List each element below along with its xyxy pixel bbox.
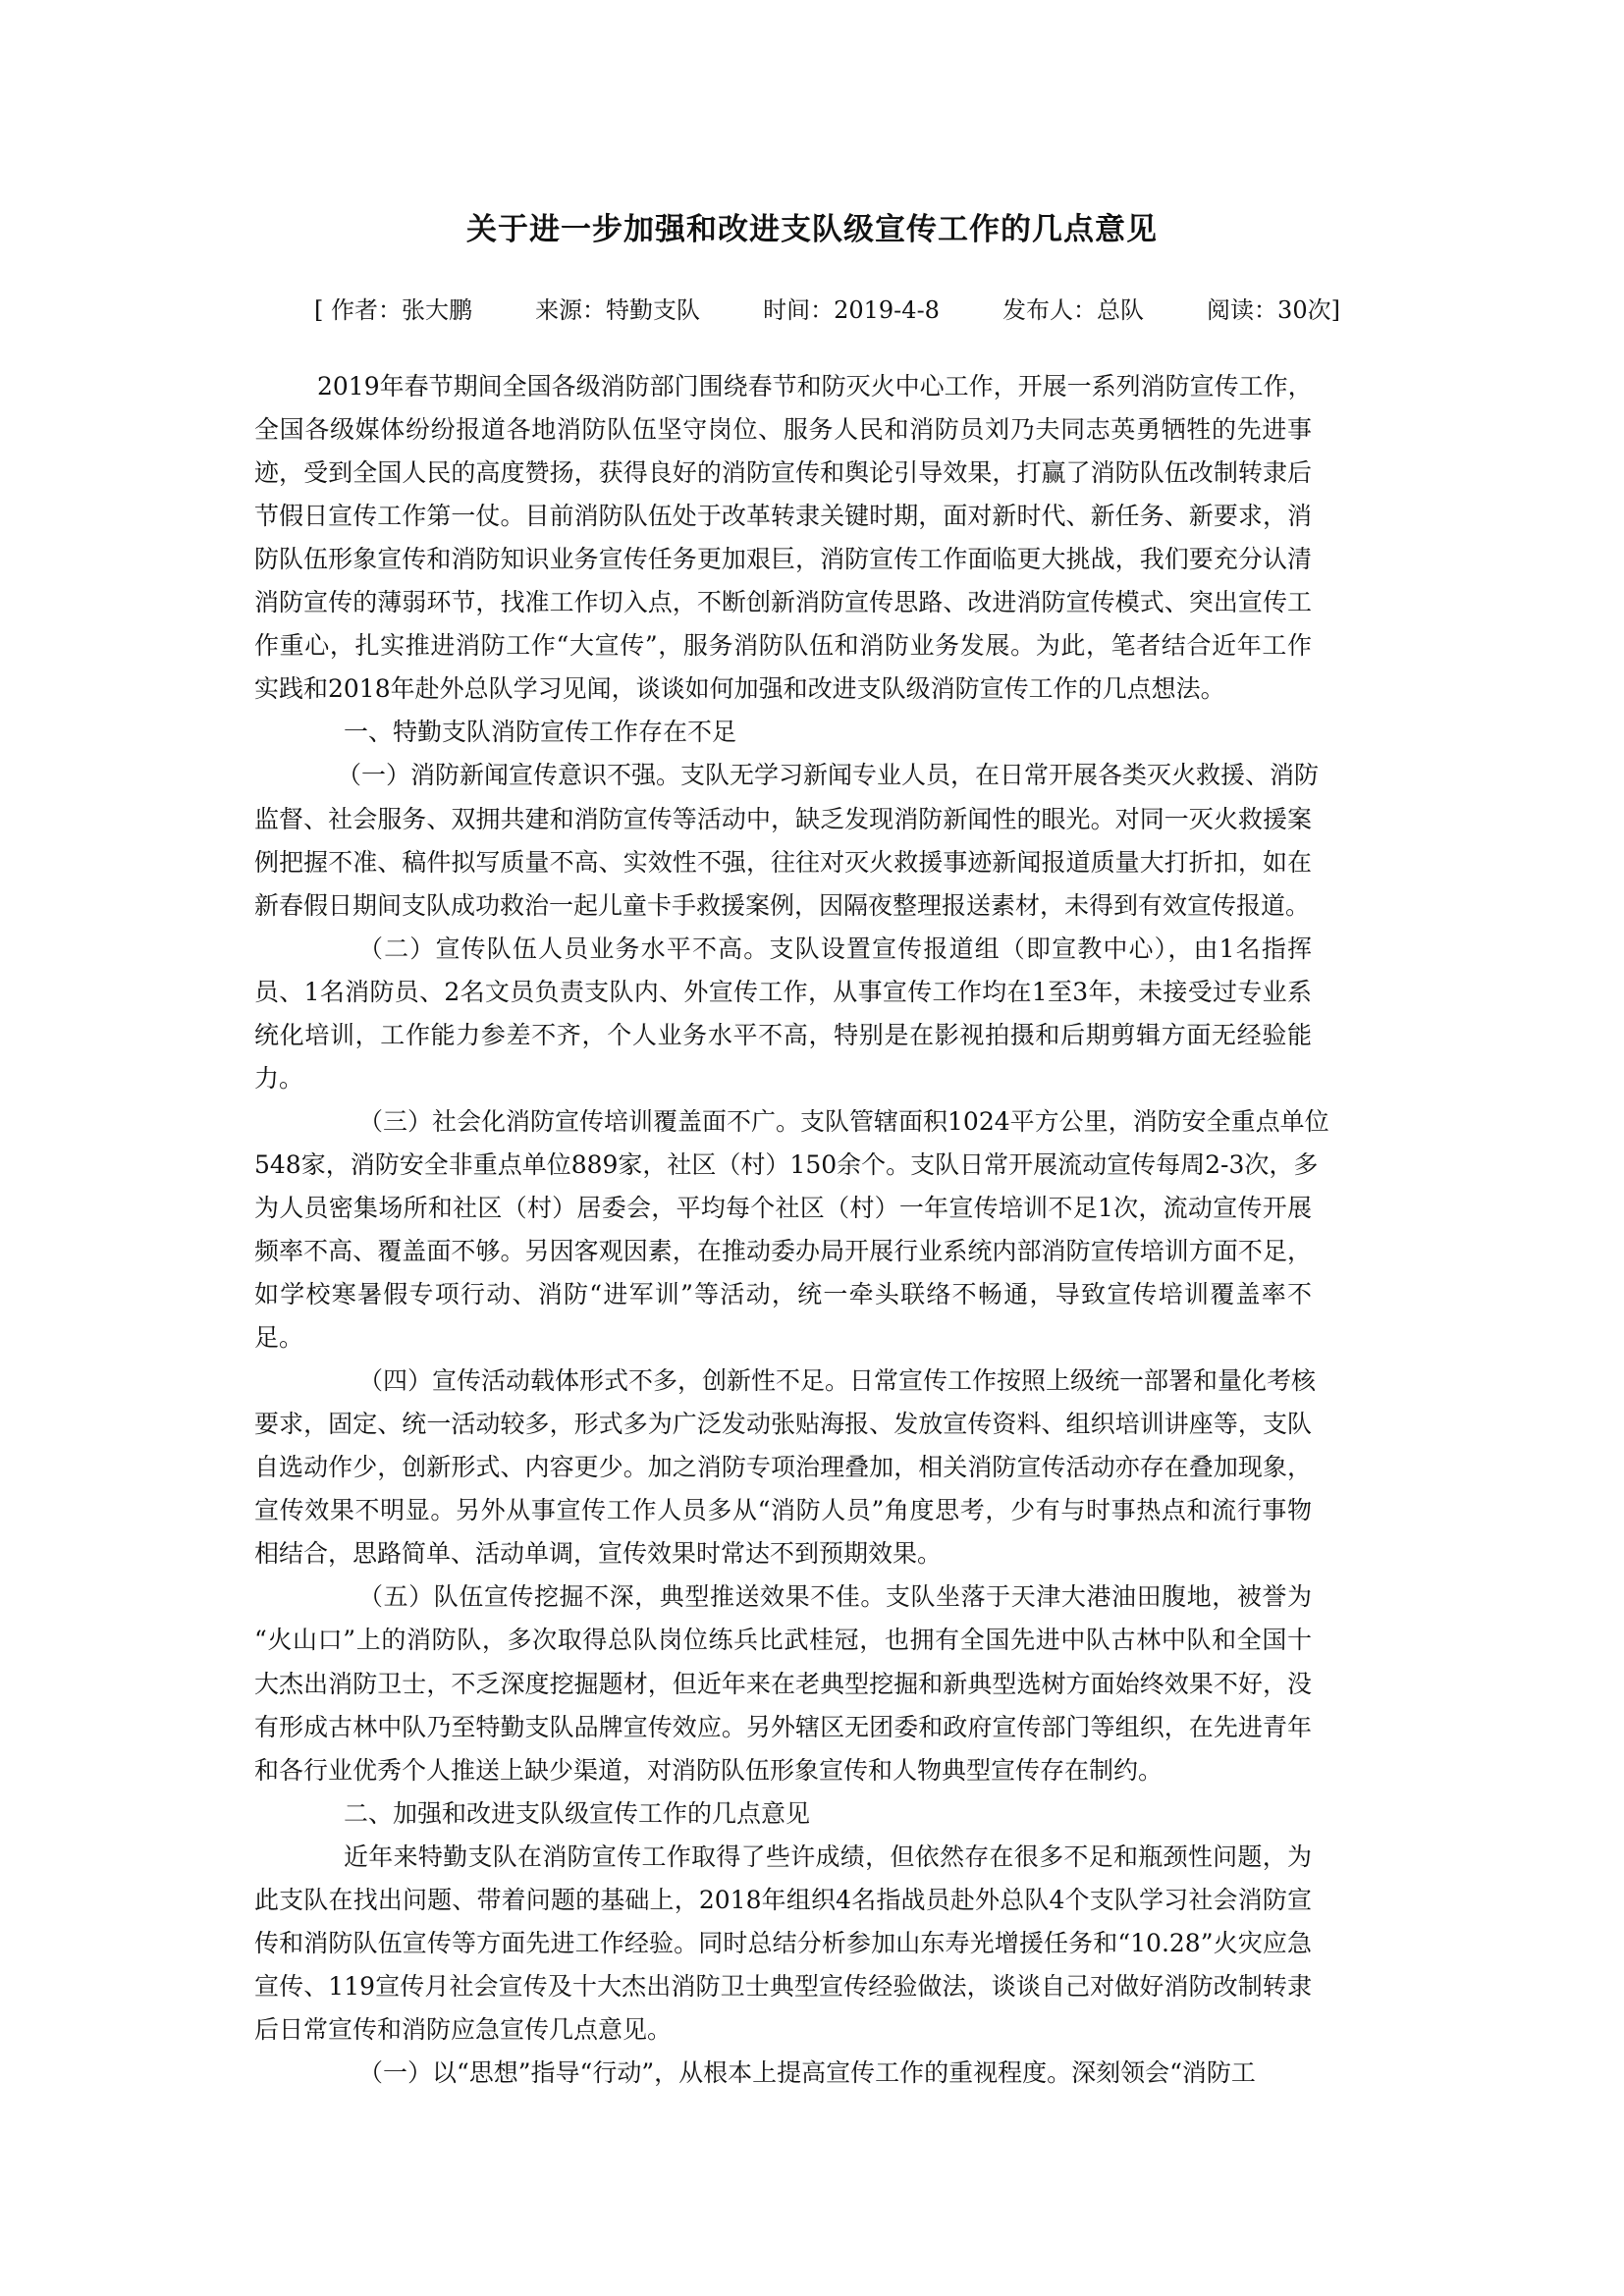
paragraph-line: 如学校寒暑假专项行动、消防“进军训”等活动，统一牵头联络不畅通，导致宣传培训覆盖率不 <box>254 1280 1312 1309</box>
paragraph-line: 要求，固定、统一活动较多，形式多为广泛发动张贴海报、发放宣传资料、组织培训讲座等，支队 <box>254 1410 1312 1439</box>
paragraph-line: 防队伍形象宣传和消防知识业务宣传任务更加艰巨，消防宣传工作面临更大挑战，我们要充分认清 <box>254 545 1312 574</box>
paragraph-line: “火山口”上的消防队，多次取得总队岗位练兵比武桂冠，也拥有全国先进中队古林中队和全国十 <box>254 1626 1312 1655</box>
paragraph-line: 近年来特勤支队在消防宣传工作取得了些许成绩，但依然存在很多不足和瓶颈性问题，为 <box>344 1842 1312 1871</box>
paragraph-line: 足。 <box>254 1323 304 1353</box>
paragraph-line: 有形成古林中队乃至特勤支队品牌宣传效应。另外辖区无团委和政府宣传部门等组织，在先进青年 <box>254 1712 1312 1741</box>
paragraph-line: 宣传、119宣传月社会宣传及十大杰出消防卫士典型宣传经验做法，谈谈自己对做好消防改制转隶 <box>254 1971 1312 2001</box>
paragraph-line: （二）宣传队伍人员业务水平不高。支队设置宣传报道组（即宣教中心），由1名指挥 <box>358 934 1312 963</box>
meta-publisher: 发布人：总队 <box>1002 296 1144 324</box>
paragraph-line: 此支队在找出问题、带着问题的基础上，2018年组织4名指战员赴外总队4个支队学习社会消防宣 <box>254 1885 1312 1914</box>
paragraph-line: （四）宣传活动载体形式不多，创新性不足。日常宣传工作按照上级统一部署和量化考核 <box>358 1366 1317 1396</box>
paragraph-line: 统化培训，工作能力参差不齐，个人业务水平不高，特别是在影视拍摄和后期剪辑方面无经验能 <box>254 1020 1312 1049</box>
meta-author-text: 作者：张大鹏 <box>331 296 473 324</box>
meta-source: 来源：特勤支队 <box>535 296 701 324</box>
paragraph-line: 力。 <box>254 1063 304 1093</box>
article-meta <box>314 291 1340 325</box>
paragraph-line: （一）消防新闻宣传意识不强。支队无学习新闻专业人员，在日常开展各类灭火救援、消防 <box>337 761 1320 790</box>
meta-reads: 阅读：30次] <box>1207 296 1340 324</box>
paragraph-line: 548家，消防安全非重点单位889家，社区（村）150余个。支队日常开展流动宣传每周2-3次，多 <box>254 1149 1319 1179</box>
section-heading: 一、特勤支队消防宣传工作存在不足 <box>344 718 737 747</box>
paragraph-line: 全国各级媒体纷纷报道各地消防队伍坚守岗位、服务人民和消防员刘乃夫同志英勇牺牲的先进事 <box>254 415 1312 445</box>
paragraph-line: （一）以“思想”指导“行动”，从根本上提高宣传工作的重视程度。深刻领会“消防工 <box>358 2057 1256 2087</box>
paragraph-line: 迹，受到全国人民的高度赞扬，获得良好的消防宣传和舆论引导效果，打赢了消防队伍改制转隶后 <box>254 458 1312 488</box>
paragraph-line: 传和消防队伍宣传等方面先进工作经验。同时总结分析参加山东寿光增援任务和“10.28”火灾应急 <box>254 1928 1312 1957</box>
paragraph-line: （五）队伍宣传挖掘不深，典型推送效果不佳。支队坐落于天津大港油田腹地，被誉为 <box>358 1582 1312 1612</box>
section-heading: 二、加强和改进支队级宣传工作的几点意见 <box>344 1798 811 1828</box>
paragraph-line: 自选动作少，创新形式、内容更少。加之消防专项治理叠加，相关消防宣传活动亦存在叠加现象， <box>254 1453 1312 1482</box>
paragraph-line: 宣传效果不明显。另外从事宣传工作人员多从“消防人员”角度思考，少有与时事热点和流行事物 <box>254 1496 1312 1525</box>
paragraph-line: 例把握不准、稿件拟写质量不高、实效性不强，往往对灭火救援事迹新闻报道质量大打折扣，如在 <box>254 847 1312 877</box>
document-title: 关于进一步加强和改进支队级宣传工作的几点意见 <box>466 212 1158 247</box>
paragraph-line: 后日常宣传和消防应急宣传几点意见。 <box>254 2014 673 2044</box>
paragraph-line: 频率不高、覆盖面不够。另因客观因素，在推动委办局开展行业系统内部消防宣传培训方面不足， <box>254 1237 1312 1265</box>
meta-author <box>314 291 472 325</box>
paragraph-line: （三）社会化消防宣传培训覆盖面不广。支队管辖面积1024平方公里，消防安全重点单位 <box>358 1106 1329 1136</box>
paragraph-line: 2019年春节期间全国各级消防部门围绕春节和防灭火中心工作，开展一系列消防宣传工作， <box>317 372 1313 400</box>
paragraph-line: 消防宣传的薄弱环节，找准工作切入点，不断创新消防宣传思路、改进消防宣传模式、突出宣传工 <box>254 588 1312 617</box>
paragraph-line: 和各行业优秀个人推送上缺少渠道，对消防队伍形象宣传和人物典型宣传存在制约。 <box>254 1755 1164 1785</box>
paragraph-line: 新春假日期间支队成功救治一起儿童卡手救援案例，因隔夜整理报送素材，未得到有效宣传报道。 <box>254 890 1311 920</box>
paragraph-line: 节假日宣传工作第一仗。目前消防队伍处于改革转隶关键时期，面对新时代、新任务、新要求，消 <box>254 502 1312 531</box>
paragraph-line: 监督、社会服务、双拥共建和消防宣传等活动中，缺乏发现消防新闻性的眼光。对同一灭火救援案 <box>254 804 1312 833</box>
paragraph-line: 大杰出消防卫士，不乏深度挖掘题材，但近年来在老典型挖掘和新典型选树方面始终效果不好，没 <box>254 1669 1312 1698</box>
paragraph-line: 员、1名消防员、2名文员负责支队内、外宣传工作，从事宣传工作均在1至3年，未接受过专业系 <box>254 977 1312 1006</box>
paragraph-line: 相结合，思路简单、活动单调，宣传效果时常达不到预期效果。 <box>254 1539 943 1569</box>
paragraph-line: 作重心，扎实推进消防工作“大宣传”，服务消防队伍和消防业务发展。为此，笔者结合近年工作 <box>254 631 1312 661</box>
meta-open-bracket: [ <box>314 296 324 324</box>
meta-time: 时间：2019-4-8 <box>763 296 940 324</box>
paragraph-line: 为人员密集场所和社区（村）居委会，平均每个社区（村）一年宣传培训不足1次，流动宣传开展 <box>254 1193 1312 1222</box>
paragraph-line: 实践和2018年赴外总队学习见闻，谈谈如何加强和改进支队级消防宣传工作的几点想法。 <box>254 674 1225 704</box>
